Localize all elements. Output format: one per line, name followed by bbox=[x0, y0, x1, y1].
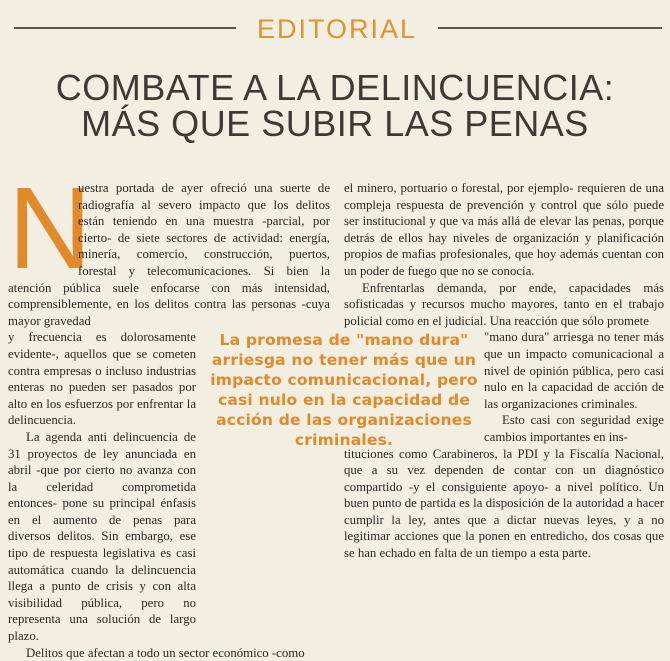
pull-quote-text: La promesa de "mano dura" arriesga no tener más que un impacto comunicacional, pero casi nulo en la capacidad de acción de las organizaciones criminales. bbox=[210, 331, 478, 449]
headline-line-2: MÁS QUE SUBIR LAS PENAS bbox=[81, 103, 589, 144]
drop-cap: N bbox=[8, 163, 92, 293]
paragraph-5-cont: "mano dura" arriesga no tener más que un impacto comunicacional a nivel de opinión pública, pero casi nulo en la capacidad de acción de las organizaciones criminales. bbox=[484, 330, 664, 411]
section-header bbox=[14, 14, 662, 44]
section-tag: EDITORIAL bbox=[256, 14, 418, 44]
paragraph-5: Enfrentarlas demanda, por ende, capacidades más sofisticadas y recursos mucho mayores, tanto en el trabajo policial como en el judicial. Una reacción que sólo promete bbox=[344, 280, 664, 328]
paragraph-3: Delitos que afectan a todo un sector económico -como bbox=[26, 645, 305, 660]
paragraph-1-cont: y frecuencia es dolorosamente evidente-, aquellos que se cometen contra empresas o incluso industrias enteras no pueden ser pasados por alto en los esfuerzos por enfrentar la delincuencia. bbox=[8, 330, 196, 428]
header-rule-right bbox=[438, 27, 662, 29]
headline bbox=[40, 67, 630, 144]
paragraph-4: el minero, portuario o forestal, por ejemplo- requieren de una compleja respuesta de prevención y control que sólo puede ser institucional y que va más allá de elevar las penas, porque detrás de ellos hay niveles de organización y planificación propios de mafias profesionales, que hoy además cuentan con un poder de fuego que no se conocía. bbox=[344, 181, 664, 278]
paragraph-6: Esto casi con seguridad exige cambios importantes en ins- bbox=[484, 413, 664, 444]
paragraph-6-cont: tituciones como Carabineros, la PDI y la Fiscalía Nacional, que a su vez dependen de contar con un diagnóstico compartido -y el consiguiente apoyo- a nivel político. Un buen punto de partida es la disposición de la autoridad a hacer cumplir la ley, antes que a dictar nuevas leyes, y a no legitimar acciones que la ponen en entredicho, dos cosas que se han echado en falta de un tiempo a esta parte. bbox=[344, 446, 664, 561]
paragraph-1-text: uestra portada de ayer ofreció una suerte de radiografía al severo impacto que los delitos están teniendo en una muestra -parcial, por cierto- de siete sectores de actividad: energía, minería, comercio, construcción, puertos, forestal y telecomunicaciones. Si bien la atención pública suele enfocarse con más intensidad, comprensiblemente, en los delitos contra las personas -cuya mayor gravedad bbox=[8, 181, 330, 328]
pull-quote bbox=[204, 330, 484, 450]
paragraph-1 bbox=[8, 163, 330, 329]
header-rule-left bbox=[14, 27, 236, 29]
right-narrow-block bbox=[484, 329, 664, 445]
headline-line-1: COMBATE A LA DELINCUENCIA: bbox=[55, 67, 615, 108]
left-narrow-block bbox=[8, 329, 196, 644]
paragraph-2: La agenda anti delincuencia de 31 proyectos de ley anunciada en abril -que por cierto no avanza con la celeridad comprometida entonces- pone su principal énfasis en el aumento de penas para diversos delitos. Sin embargo, ese tipo de respuesta legislativa es casi automática cuando la delincuencia llega a punto de crisis y con alta visibilidad pública, pero no representa una solución de largo plazo. bbox=[8, 429, 196, 644]
